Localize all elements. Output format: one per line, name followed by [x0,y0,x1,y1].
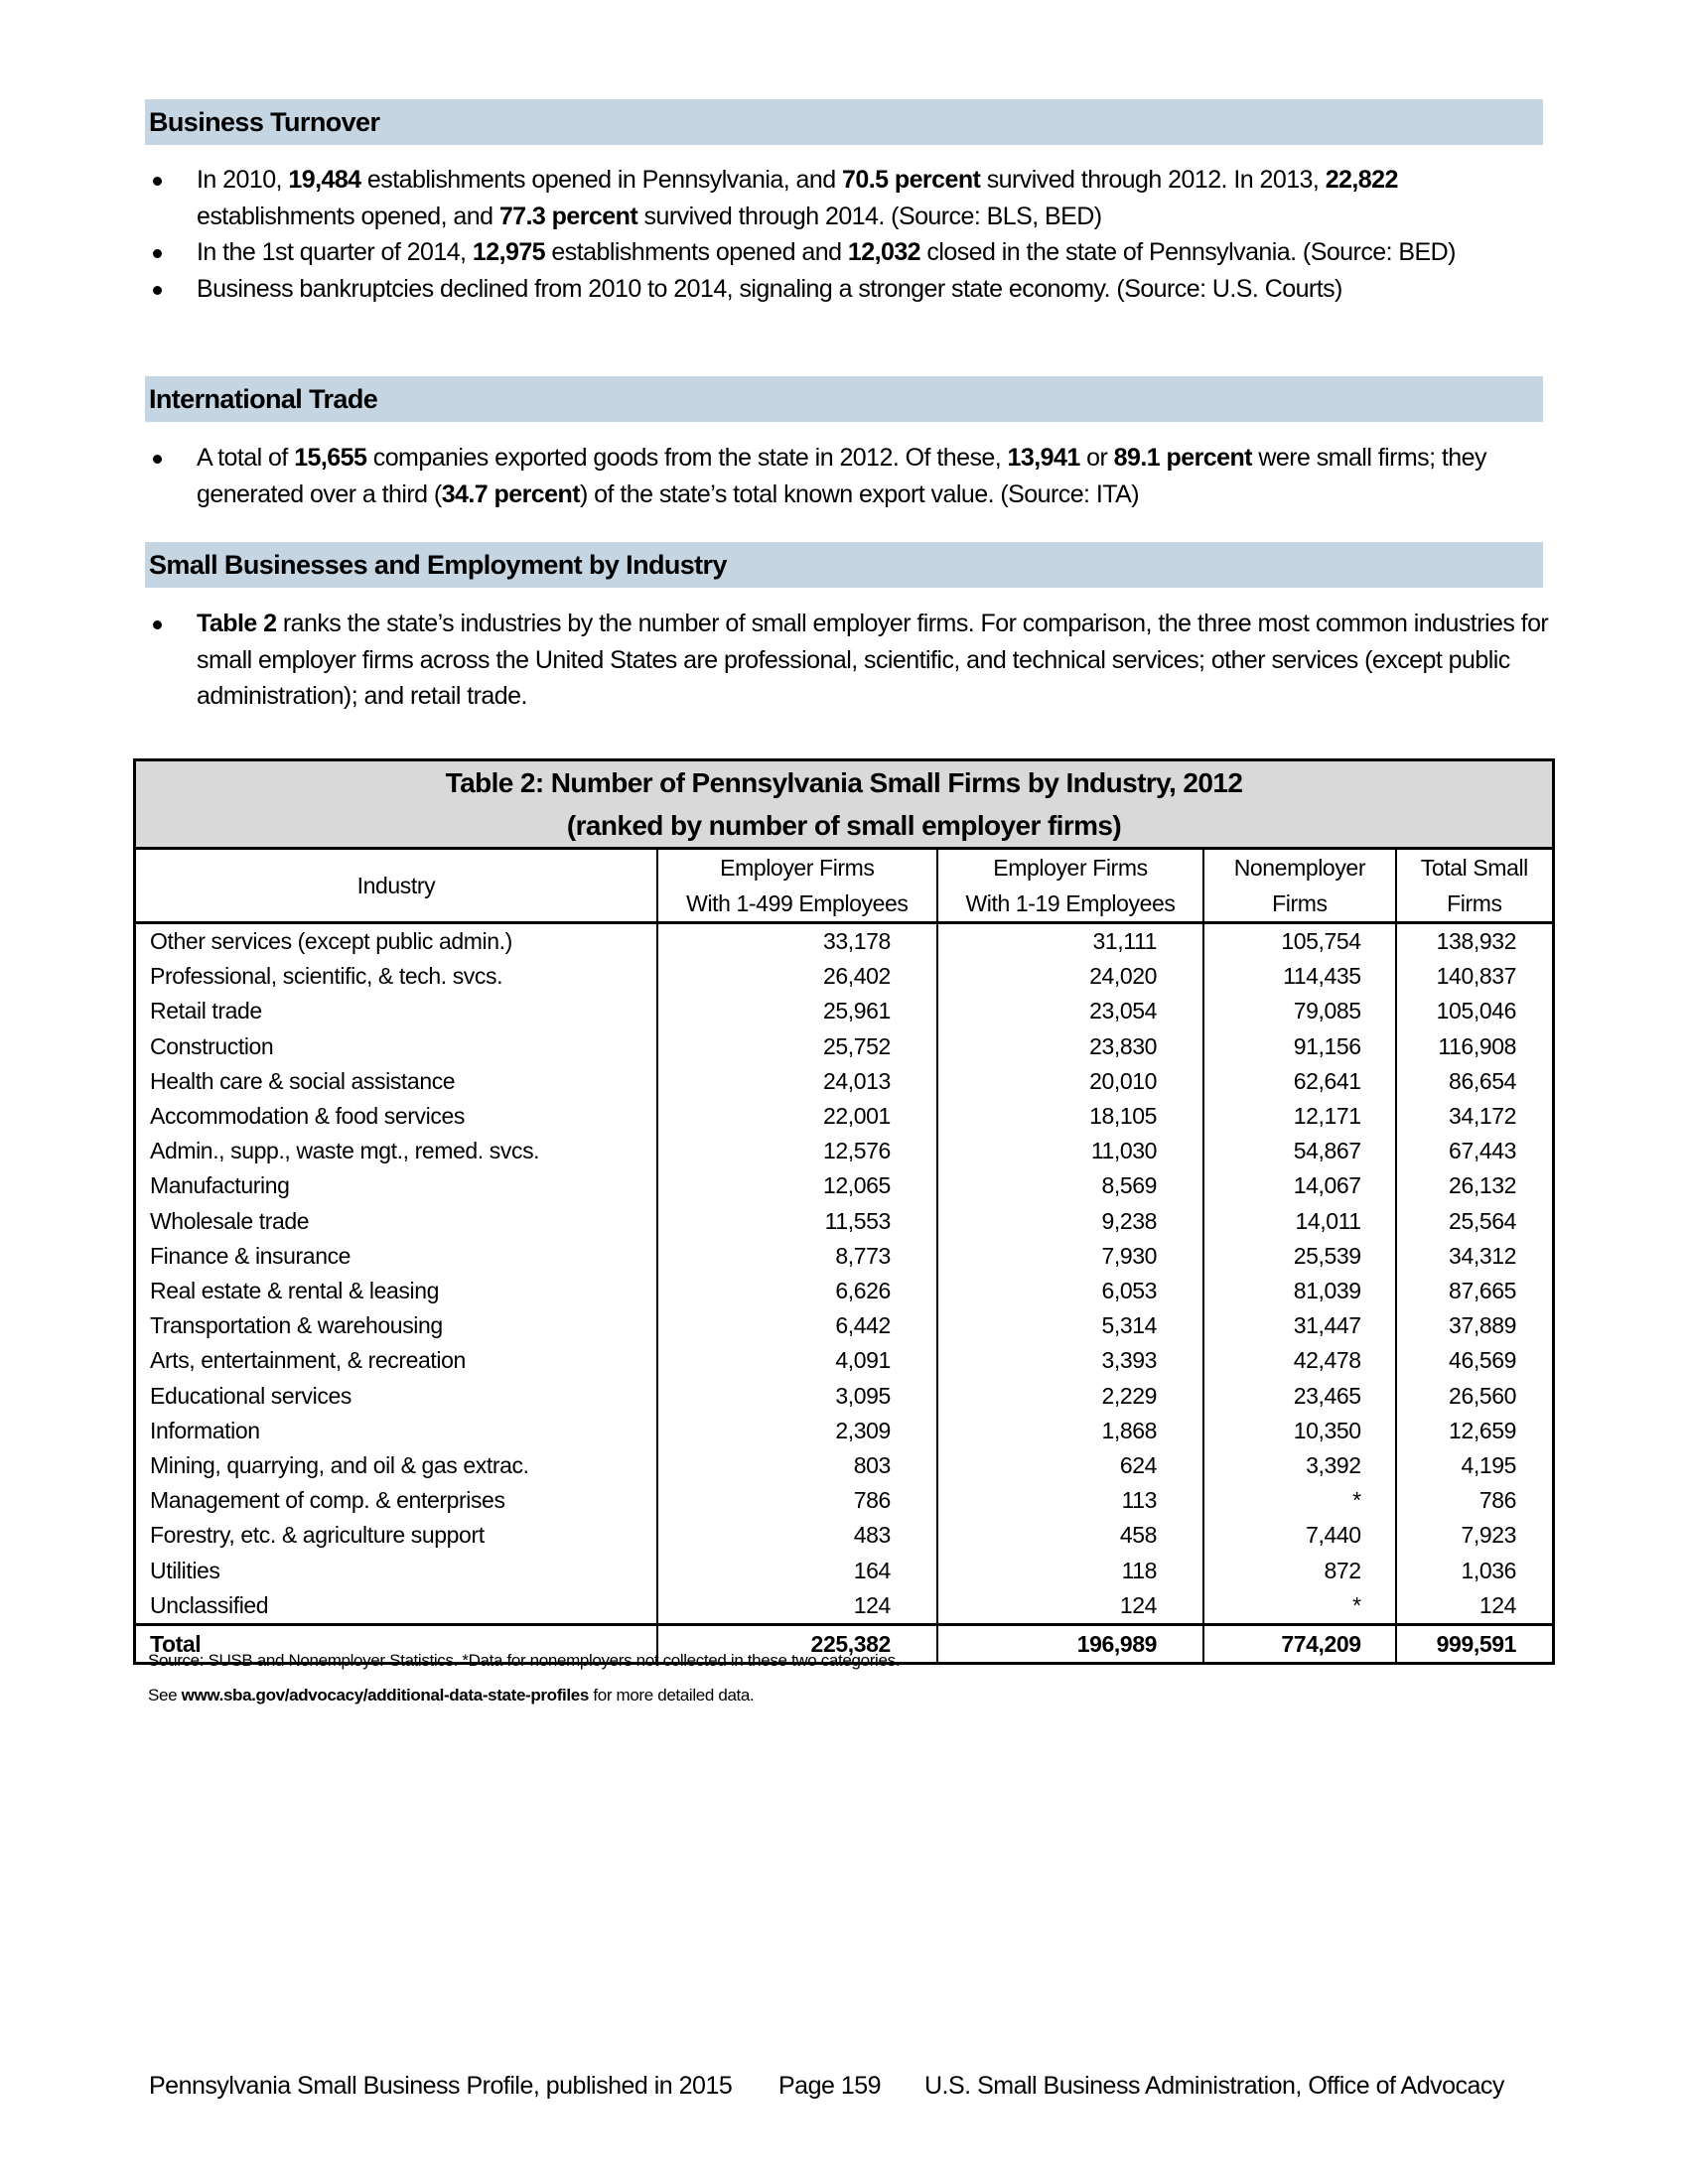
value-cell: 140,837 [1396,959,1554,994]
value-cell: 10,350 [1203,1414,1396,1448]
column-header-employer-1-19: Employer Firms With 1-19 Employees [937,849,1203,923]
value-cell: 872 [1203,1554,1396,1588]
industry-cell: Transportation & warehousing [135,1308,657,1343]
value-cell: 786 [1396,1483,1554,1518]
value-cell: 24,020 [937,959,1203,994]
table-title [135,760,1554,849]
table-title-line1: Table 2: Number of Pennsylvania Small Firms by Industry, 2012 [445,767,1243,798]
table-title-line2: (ranked by number of small employer firms) [566,810,1122,841]
value-cell: 774,209 [1203,1625,1396,1664]
value-cell: 67,443 [1396,1134,1554,1168]
value-cell: * [1203,1483,1396,1518]
value-cell: 7,930 [937,1239,1203,1274]
value-cell: 196,989 [937,1625,1203,1664]
bullet-item: Business bankruptcies declined from 2010 to 2014, signaling a stronger state economy. (Source: U.S. Courts) [145,271,1555,308]
value-cell: 483 [657,1518,937,1553]
value-cell: 786 [657,1483,937,1518]
table-row [135,1308,1554,1343]
value-cell: 79,085 [1203,994,1396,1028]
value-cell: 12,065 [657,1168,937,1203]
international-trade-bullets [145,440,1555,512]
value-cell: 3,095 [657,1379,937,1414]
value-cell: 34,172 [1396,1099,1554,1134]
industry-cell: Utilities [135,1554,657,1588]
value-cell: 23,830 [937,1029,1203,1064]
value-cell: 81,039 [1203,1274,1396,1308]
value-cell: 20,010 [937,1064,1203,1099]
value-cell: 803 [657,1448,937,1483]
sba-data-link[interactable]: www.sba.gov/advocacy/additional-data-state-profiles [181,1686,589,1705]
industry-cell: Admin., supp., waste mgt., remed. svcs. [135,1134,657,1168]
footer-page-number: Page 159 [778,2072,882,2100]
table-row [135,1483,1554,1518]
value-cell: 86,654 [1396,1064,1554,1099]
value-cell: 14,011 [1203,1204,1396,1239]
small-business-employment-bullets [145,606,1555,715]
table-row [135,1204,1554,1239]
value-cell: 114,435 [1203,959,1396,994]
value-cell: 124 [657,1588,937,1625]
value-cell: 11,030 [937,1134,1203,1168]
value-cell: 113 [937,1483,1203,1518]
industry-cell: Professional, scientific, & tech. svcs. [135,959,657,994]
column-header-nonemployer: Nonemployer Firms [1203,849,1396,923]
value-cell: 18,105 [937,1099,1203,1134]
bullet-item: Table 2 ranks the state’s industries by the number of small employer firms. For comparison, the three most common industries for small employer firms across the United States are professional, scientific, and technical services; other services (except public administration); and retail trade. [145,606,1555,715]
section-heading-text: Business Turnover [149,107,380,137]
value-cell: 22,001 [657,1099,937,1134]
value-cell: 37,889 [1396,1308,1554,1343]
value-cell: 11,553 [657,1204,937,1239]
value-cell: 25,961 [657,994,937,1028]
value-cell: 5,314 [937,1308,1203,1343]
bullet-item: In the 1st quarter of 2014, 12,975 establishments opened and 12,032 closed in the state of Pennsylvania. (Source: BED) [145,234,1555,271]
industry-cell: Information [135,1414,657,1448]
table-row [135,1099,1554,1134]
value-cell: 33,178 [657,923,937,960]
value-cell: 164 [657,1554,937,1588]
value-cell: 26,402 [657,959,937,994]
table-row [135,1588,1554,1625]
value-cell: 138,932 [1396,923,1554,960]
industry-cell: Health care & social assistance [135,1064,657,1099]
value-cell: 26,560 [1396,1379,1554,1414]
value-cell: 26,132 [1396,1168,1554,1203]
bullet-item: A total of 15,655 companies exported goods from the state in 2012. Of these, 13,941 or 89.1 percent were small firms; they generated over a third (34.7 percent) of the state’s total known export value. (Source: ITA) [145,440,1555,512]
value-cell: 225,382 [657,1625,937,1664]
value-cell: 1,868 [937,1414,1203,1448]
table-row [135,1518,1554,1553]
footer-publication: Pennsylvania Small Business Profile, published in 2015 [149,2072,733,2100]
industry-cell: Manufacturing [135,1168,657,1203]
table-row [135,1414,1554,1448]
value-cell: 4,091 [657,1343,937,1378]
value-cell: 7,440 [1203,1518,1396,1553]
value-cell: 23,054 [937,994,1203,1028]
table-row [135,1274,1554,1308]
value-cell: 8,773 [657,1239,937,1274]
value-cell: 2,229 [937,1379,1203,1414]
column-header-total-small: Total Small Firms [1396,849,1554,923]
value-cell: 87,665 [1396,1274,1554,1308]
value-cell: 116,908 [1396,1029,1554,1064]
value-cell: 105,046 [1396,994,1554,1028]
table-row [135,1239,1554,1274]
table-source-note: Source: SUSB and Nonemployer Statistics. *Data for nonemployers not collected in these two categories. [148,1651,901,1670]
table-row [135,1168,1554,1203]
industry-cell: Mining, quarrying, and oil & gas extrac. [135,1448,657,1483]
industry-cell: Wholesale trade [135,1204,657,1239]
value-cell: 2,309 [657,1414,937,1448]
industry-cell: Educational services [135,1379,657,1414]
industry-cell: Other services (except public admin.) [135,923,657,960]
value-cell: 3,393 [937,1343,1203,1378]
table-row [135,959,1554,994]
value-cell: * [1203,1588,1396,1625]
table-header-row [135,849,1554,923]
value-cell: 12,659 [1396,1414,1554,1448]
industry-firms-table [133,758,1555,1665]
industry-cell: Real estate & rental & leasing [135,1274,657,1308]
value-cell: 34,312 [1396,1239,1554,1274]
industry-cell: Construction [135,1029,657,1064]
table-row [135,1554,1554,1588]
value-cell: 14,067 [1203,1168,1396,1203]
value-cell: 624 [937,1448,1203,1483]
industry-cell: Unclassified [135,1588,657,1625]
value-cell: 6,626 [657,1274,937,1308]
value-cell: 999,591 [1396,1625,1554,1664]
table-body [135,923,1554,1664]
section-heading-text: Small Businesses and Employment by Industry [149,550,727,580]
table-row [135,994,1554,1028]
industry-cell: Accommodation & food services [135,1099,657,1134]
value-cell: 31,111 [937,923,1203,960]
value-cell: 105,754 [1203,923,1396,960]
value-cell: 3,392 [1203,1448,1396,1483]
value-cell: 24,013 [657,1064,937,1099]
industry-cell: Arts, entertainment, & recreation [135,1343,657,1378]
table-row [135,1343,1554,1378]
value-cell: 25,752 [657,1029,937,1064]
table-row [135,1379,1554,1414]
value-cell: 31,447 [1203,1308,1396,1343]
value-cell: 23,465 [1203,1379,1396,1414]
table-row [135,1134,1554,1168]
industry-cell: Retail trade [135,994,657,1028]
industry-cell: Finance & insurance [135,1239,657,1274]
value-cell: 124 [937,1588,1203,1625]
value-cell: 12,576 [657,1134,937,1168]
value-cell: 1,036 [1396,1554,1554,1588]
value-cell: 46,569 [1396,1343,1554,1378]
value-cell: 54,867 [1203,1134,1396,1168]
industry-cell: Total [135,1625,657,1664]
value-cell: 12,171 [1203,1099,1396,1134]
value-cell: 25,539 [1203,1239,1396,1274]
section-heading-text: International Trade [149,384,378,414]
section-heading-business-turnover [145,99,1543,145]
value-cell: 62,641 [1203,1064,1396,1099]
table-see-note: See www.sba.gov/advocacy/additional-data-state-profiles for more detailed data. [148,1686,755,1705]
section-heading-international-trade [145,376,1543,422]
column-header-employer-1-499: Employer Firms With 1-499 Employees [657,849,937,923]
table-row [135,1448,1554,1483]
value-cell: 124 [1396,1588,1554,1625]
value-cell: 8,569 [937,1168,1203,1203]
business-turnover-bullets [145,162,1555,307]
value-cell: 42,478 [1203,1343,1396,1378]
footer-publisher: U.S. Small Business Administration, Office of Advocacy [924,2072,1504,2100]
value-cell: 4,195 [1396,1448,1554,1483]
table-row [135,1029,1554,1064]
value-cell: 458 [937,1518,1203,1553]
value-cell: 25,564 [1396,1204,1554,1239]
table-row [135,923,1554,960]
value-cell: 91,156 [1203,1029,1396,1064]
section-heading-small-business-employment [145,542,1543,588]
value-cell: 118 [937,1554,1203,1588]
value-cell: 6,442 [657,1308,937,1343]
value-cell: 6,053 [937,1274,1203,1308]
column-header-industry: Industry [135,849,657,923]
table-row [135,1064,1554,1099]
value-cell: 7,923 [1396,1518,1554,1553]
industry-cell: Management of comp. & enterprises [135,1483,657,1518]
industry-cell: Forestry, etc. & agriculture support [135,1518,657,1553]
value-cell: 9,238 [937,1204,1203,1239]
bullet-item: In 2010, 19,484 establishments opened in Pennsylvania, and 70.5 percent survived through 2012. In 2013, 22,822 establishments opened, and 77.3 percent survived through 2014. (Source: BLS, BED) [145,162,1555,234]
